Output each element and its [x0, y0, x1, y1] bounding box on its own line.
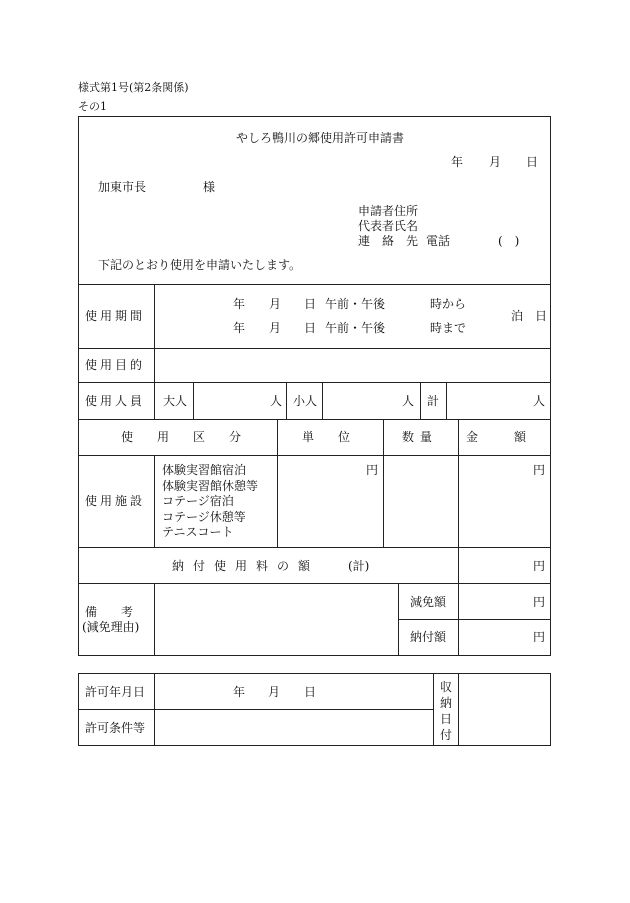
facility-item: 体験実習館宿泊: [162, 463, 247, 477]
phone-label: 電話: [426, 234, 451, 248]
period-start-year: 年: [233, 297, 246, 311]
facility-item: 体験実習館休憩等: [162, 479, 259, 493]
remarks-sub-label: (減免理由): [82, 620, 140, 634]
reduction-amount-label: 減免額: [410, 595, 447, 609]
period-end-year: 年: [233, 321, 246, 335]
date-month-label: 月: [489, 155, 502, 169]
facility-unit-yen: 円: [366, 463, 379, 477]
date-day-label: 日: [526, 155, 539, 169]
contact-label: 連 絡 先: [358, 234, 419, 248]
receipt-char: 納: [440, 696, 453, 710]
fee-quantity-header: 数量: [402, 430, 439, 444]
date-year-label: 年: [451, 155, 464, 169]
period-start-from: 時から: [430, 297, 467, 311]
permit-date-day: 日: [304, 685, 317, 699]
phone-parens: ( ): [498, 234, 520, 248]
usage-facility-label: 使用施設: [85, 494, 146, 508]
total-persons-unit: 人: [533, 394, 546, 408]
addressee-honorific: 様: [203, 180, 216, 194]
permit-date-label: 許可年月日: [85, 685, 146, 699]
period-start-day: 日: [304, 297, 317, 311]
payment-amount-label: 納付使用料の額: [172, 559, 320, 573]
adult-unit: 人: [270, 394, 283, 408]
receipt-char: 日: [440, 712, 453, 726]
facility-amount-yen: 円: [533, 463, 546, 477]
permit-date-year: 年: [233, 685, 246, 699]
period-end-until: 時まで: [430, 321, 467, 335]
period-nights-label: 泊: [511, 309, 524, 323]
total-persons-label: 計: [427, 394, 440, 408]
period-end-ampm: 午前・午後: [325, 321, 386, 335]
payment-due-yen: 円: [533, 630, 546, 644]
payment-due-label: 納付額: [410, 630, 447, 644]
reduction-amount-yen: 円: [533, 595, 546, 609]
form-sub-number: その1: [78, 100, 107, 113]
period-start-month: 月: [269, 297, 282, 311]
usage-purpose-label: 使用目的: [85, 358, 146, 372]
period-days-label: 日: [535, 309, 548, 323]
adult-label: 大人: [163, 394, 188, 408]
usage-period-label: 使用期間: [85, 309, 146, 323]
period-end-month: 月: [269, 321, 282, 335]
form-title: やしろ鴨川の郷使用許可申請書: [236, 131, 405, 145]
fee-category-header: 使 用 区 分: [121, 430, 242, 444]
fee-amount-header: 金 額: [466, 430, 527, 444]
receipt-char: 付: [440, 728, 453, 742]
form-number: 様式第1号(第2条関係): [78, 81, 189, 94]
child-unit: 人: [402, 394, 415, 408]
receipt-char: 収: [440, 680, 453, 694]
representative-name-label: 代表者氏名: [358, 219, 419, 233]
usage-persons-label: 使用人員: [85, 394, 146, 408]
period-end-day: 日: [304, 321, 317, 335]
remarks-label: 備 考: [85, 605, 134, 619]
permit-conditions-label: 許可条件等: [85, 721, 146, 735]
facility-item: コテージ宿泊: [162, 494, 234, 508]
child-label: 小人: [293, 394, 318, 408]
period-start-ampm: 午前・午後: [325, 297, 386, 311]
facility-item: テニスコート: [162, 525, 234, 539]
applicant-address-label: 申請者住所: [358, 204, 419, 218]
payment-total-note: (計): [348, 559, 370, 573]
addressee: 加東市長: [98, 180, 147, 194]
permit-date-month: 月: [268, 685, 281, 699]
request-statement: 下記のとおり使用を申請いたします。: [98, 258, 302, 272]
fee-unit-header: 単 位: [302, 430, 351, 444]
facility-item: コテージ休憩等: [162, 510, 246, 524]
payment-amount-yen: 円: [533, 559, 546, 573]
